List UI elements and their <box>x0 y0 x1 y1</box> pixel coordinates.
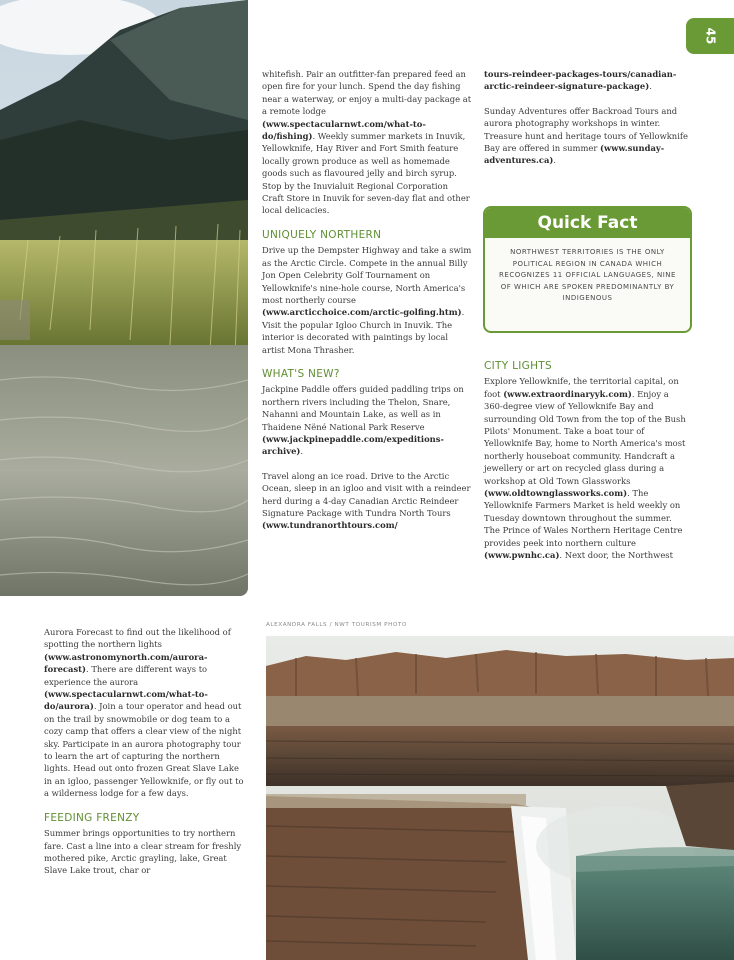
paragraph: Sunday Adventures offer Backroad Tours and aurora photography workshops in winter. Treasure hunt and heritage tours of Yellowknife Bay are offered in summer (www.sunday-adventures.ca). <box>484 105 688 166</box>
photo-caption: ALEXANDRA FALLS / NWT TOURISM PHOTO <box>266 622 407 628</box>
section-heading: UNIQUELY NORTHERN <box>262 228 382 241</box>
quick-fact-box <box>483 206 692 333</box>
paragraph: Jackpine Paddle offers guided paddling trips on northern rivers including the Thelon, Snare, Nahanni and Mountain Lake, as well as in Thaidene Nëné National Park Reserve (www.jackpinepaddle.com/expeditions-archive). <box>262 384 464 457</box>
right-column-bottom <box>484 360 688 574</box>
quick-fact-body: NORTHWEST TERRITORIES IS THE ONLY POLITICAL REGION IN CANADA WHICH RECOGNIZES 11 OFFICIAL LANGUAGES, NINE OF WHICH ARE SPOKEN PREDOMINANTLY BY INDIGENOUS <box>499 248 676 303</box>
paragraph: whitefish. Pair an outfitter-fan prepared feed an open fire for your lunch. Spend the day fishing near a waterway, or enjoy a multi-day package at a remote lodge (www.spectacularnwt.com/what-to-do/fishing). Weekly summer markets in Inuvik, Yellowknife, Hay River and Fort Smith feature locally grown produce as well as homemade goods such as flavoured jelly and birch syrup. Stop by the Inuvialuit Regional Corporation Craft Store in Inuvik for seven-day flat and other local delicacies. <box>262 69 472 216</box>
link-text[interactable]: (www.extraordinaryyk.com) <box>503 388 632 399</box>
mountain-river-photo <box>0 0 248 596</box>
section-heading: FEEDING FRENZY <box>44 811 140 824</box>
link-text[interactable]: (www.spectacularnwt.com/what-to-do/fishing) <box>262 118 426 142</box>
link-text[interactable]: tours-reindeer-packages-tours/canadian-arctic-reindeer-signature-package) <box>484 69 677 92</box>
middle-column <box>262 68 472 544</box>
left-column <box>44 626 248 889</box>
link-text[interactable]: (www.pwnhc.ca) <box>484 550 560 561</box>
paragraph: tours-reindeer-packages-tours/canadian-arctic-reindeer-signature-package). <box>484 69 677 92</box>
link-text[interactable]: (www.spectacularnwt.com/what-to-do/aurora) <box>44 689 208 712</box>
paragraph: Drive up the Dempster Highway and take a swim as the Arctic Circle. Compete in the annual Billy Jon Open Celebrity Golf Tournament on Yellowknife's nine-hole course, North America's most northerly course (www.arcticchoice.com/arctic-golfing.htm). Visit the popular Igloo Church in Inuvik. The interior is decorated with paintings by local artist Mona Thrasher. <box>262 245 472 355</box>
page-number: 45 <box>702 27 717 45</box>
section-heading: CITY LIGHTS <box>484 360 552 372</box>
paragraph: Aurora Forecast to find out the likelihood of spotting the northern lights (www.astronomynorth.com/aurora-forecast). There are different ways to experience the aurora (www.spectacularnwt.com/what-to-do/aurora). Join a tour operator and head out on the trail by snowmobile or dog team to a cozy camp that offers a clear view of the night sky. Participate in an aurora photography tour to learn the art of capturing the northern lights. Head out onto frozen Great Slave Lake in an igloo, passenger Yellowknife, or fly out to a wilderness lodge for a few days. <box>44 627 244 799</box>
paragraph: Explore Yellowknife, the territorial capital, on foot (www.extraordinaryyk.com). Enjoy a 360-degree view of Yellowknife Bay and surrounding Old Town from the top of the Bush Pilots' Monument. Take a boat tour of Yellowknife Bay, home to North America's most northerly houseboat community. Handcraft a jewellery or art on recycled glass during a workshop at Old Town Glassworks (www.oldtownglassworks.com). The Yellowknife Farmers Market is held weekly on Tuesday downtown throughout the summer. The Prince of Wales Northern Heritage Centre provides peek into northern culture (www.pwnhc.ca). Next door, the Northwest <box>484 376 686 561</box>
section-heading: WHAT'S NEW? <box>262 367 340 380</box>
link-text[interactable]: (www.arcticchoice.com/arctic-golfing.htm) <box>262 307 462 318</box>
paragraph: Travel along an ice road. Drive to the Arctic Ocean, sleep in an igloo and visit with a reindeer herd during a 4-day Canadian Arctic Reindeer Signature Package with Tundra North Tours (www.tundranorthtours.com/ <box>262 470 471 531</box>
paragraph: Summer brings opportunities to try northern fare. Cast a line into a clear stream for freshly mothered pike, Arctic grayling, lake, Great Slave Lake trout, char or <box>44 828 242 876</box>
link-text[interactable]: (www.sunday-adventures.ca) <box>484 143 665 166</box>
link-text[interactable]: (www.tundranorthtours.com/ <box>262 520 398 531</box>
waterfall-photo <box>266 636 734 960</box>
right-column-top <box>484 68 688 179</box>
page-number-tab <box>686 18 734 54</box>
link-text[interactable]: (www.astronomynorth.com/aurora-forecast) <box>44 651 208 675</box>
link-text[interactable]: (www.jackpinepaddle.com/expeditions-archive) <box>262 433 444 457</box>
quick-fact-title: Quick Fact <box>485 208 690 238</box>
link-text[interactable]: (www.oldtownglassworks.com) <box>484 488 628 499</box>
